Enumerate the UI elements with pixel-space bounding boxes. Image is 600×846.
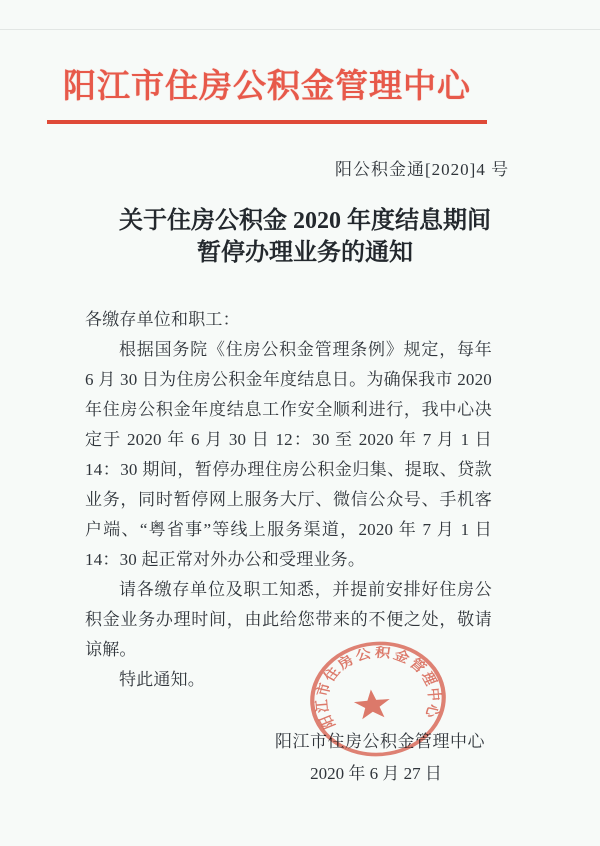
- seal-arc-text: 阳江市住房公积金管理中心: [313, 645, 443, 731]
- letterhead-divider-rule: [47, 120, 487, 124]
- svg-text:阳江市住房公积金管理中心: [308, 638, 445, 732]
- body-paragraph-1: 根据国务院《住房公积金管理条例》规定，每年 6 月 30 日为住房公积金年度结息日。为确保我市 2020 年住房公积金年度结息工作安全顺利进行，我中心决定于 2020 年 6 月 30 日 12：30 至 2020 年 7 月 1 日 14：30 期间，暂停办理住房公积金归集、提取、贷款业务，同时暂停网上服务大厅、微信公众号、手机客户端、“粤省事”等线上服务渠道，2020 年 7 月 1 日 14：30 起正常对外办公和受理业务。: [85, 340, 492, 569]
- letterhead-org-title: 阳江市住房公积金管理中心: [63, 69, 471, 105]
- notice-title: [105, 205, 505, 269]
- scan-artifact-line: [0, 29, 600, 30]
- signature-date: 2020 年 6 月 27 日: [310, 764, 442, 783]
- document-number: 阳公积金通[2020]4 号: [335, 160, 510, 179]
- body-paragraph-2: 请各缴存单位及职工知悉，并提前安排好住房公积金业务办理时间，由此给您带来的不便之处，敬请谅解。: [85, 580, 492, 659]
- salutation: 各缴存单位和职工：: [85, 310, 240, 329]
- body-paragraph-closing: 特此通知。: [119, 670, 205, 689]
- official-seal: [303, 634, 453, 764]
- notice-title-line1: 关于住房公积金 2020 年度结息期间: [119, 208, 491, 234]
- notice-title-line2: 暂停办理业务的通知: [197, 240, 413, 266]
- signature-org-name: 阳江市住房公积金管理中心: [275, 732, 485, 751]
- seal-star-icon: [353, 688, 391, 720]
